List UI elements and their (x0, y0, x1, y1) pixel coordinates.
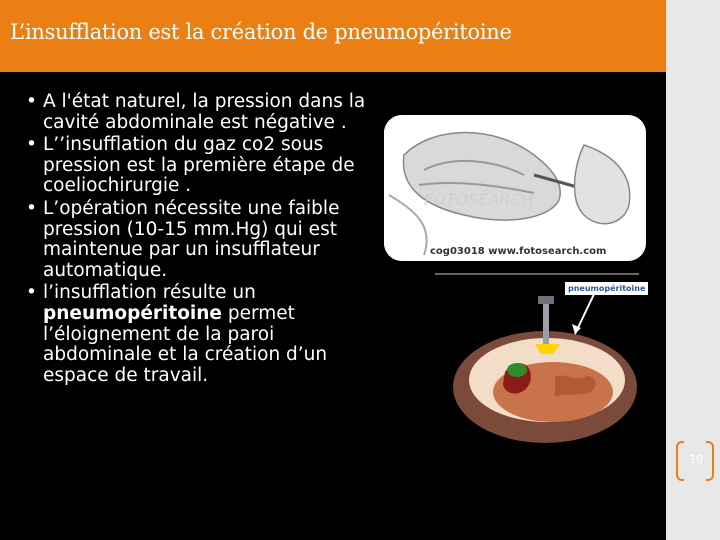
bullet-dot-icon: • (26, 282, 37, 304)
bullet-dot-icon: • (26, 134, 37, 156)
bullet-text-before: l’insufflation résulte un (43, 282, 256, 304)
bullet-text-bold: pneumopéritoine (43, 302, 222, 324)
bullet-list (24, 92, 384, 388)
bullet-text: L’’insufflation du gaz co2 sous pression est la première étape de coeliochirurgie . (43, 134, 355, 197)
svg-text:FOTOSEARCH: FOTOSEARCH (424, 190, 534, 209)
diagram-label: pneumopéritoine (565, 282, 648, 295)
bullet-text: A l'état naturel, la pression dans la cavité abdominale est négative . (43, 91, 366, 133)
title-bar (0, 0, 666, 72)
bullet-item (24, 135, 384, 197)
pneumoperitoneum-illustration (435, 272, 639, 448)
slide-title: L’insufflation est la création de pneumopéritoine (10, 20, 512, 44)
abdomen-diagram (435, 272, 646, 448)
hands-needle-illustration (384, 115, 646, 261)
page-number: 10 (689, 453, 703, 466)
bullet-text: L’opération nécessite une faible pression (10-15 mm.Hg) qui est maintenue par un insufflateur automatique. (43, 197, 340, 281)
bullet-dot-icon: • (26, 91, 37, 112)
bullet-item (24, 92, 384, 133)
bullet-dot-icon: • (26, 197, 37, 219)
bullet-item (24, 199, 384, 281)
bullet-text-after: permet l’éloignement de la paroi abdominale et la création d’un espace de travail. (43, 302, 328, 386)
bullet-item (24, 283, 384, 386)
photo-caption: cog03018 www.fotosearch.com (430, 246, 607, 257)
insufflation-needle-photo (384, 115, 646, 261)
